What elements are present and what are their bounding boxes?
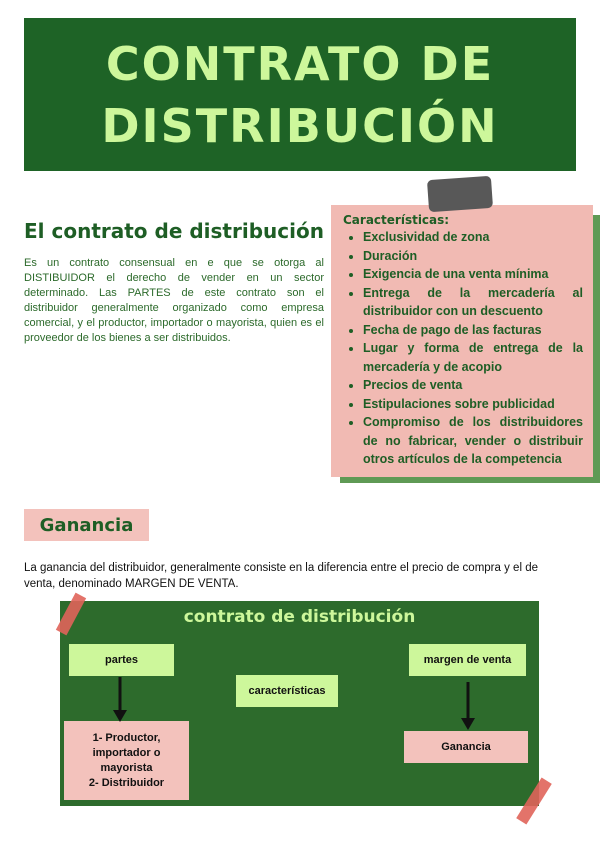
parties-line: 2- Distribuidor [88,776,165,789]
parties-line: importador o [92,746,161,759]
list-item: • Precios de venta [363,376,583,395]
list-item: • Exigencia de una venta mínima [363,265,583,284]
list-item: • Entrega de la mercadería al distribuidor con un descuento [363,284,583,321]
list-item: • Exclusividad de zona [363,228,583,247]
ganancia-paragraph: La ganancia del distribuidor, generalmente consiste en la diferencia entre el precio de compra y el de venta, denominado MARGEN DE VENTA. [24,562,538,590]
parties-line: mayorista [100,761,153,774]
page-title-line2: DISTRIBUCIÓN [101,98,499,153]
list-item: • Compromiso de los distribuidores de no fabricar, vender o distribuir otros artículos de la competencia [363,413,583,469]
arrow-down-icon [461,682,475,730]
list-item: • Lugar y forma de entrega de la mercadería y de acopio [363,339,583,376]
page-title-line1: CONTRATO DE [105,36,495,91]
ganancia-label-text: Ganancia [39,514,134,536]
list-item: • Fecha de pago de las facturas [363,321,583,340]
parties-line: 1- Productor, [92,731,161,744]
partes-box: partes [69,644,174,676]
section-heading: El contrato de distribución [24,219,324,243]
ganancia-box: Ganancia [404,731,528,763]
characteristics-title: Características: [343,213,450,227]
arrow-down-icon [113,677,127,722]
section-paragraph: Es un contrato consensual en e que se otorga al DISTIBUIDOR el derecho de vender en un sector determinado. Las PARTES de este contrato son el distribuidor generalmente organizado como empresa comercial, y el productor, importador o mayorista, quien es el proveedor de los bienes a ser distribuidos. [24,257,324,344]
margen-box: margen de venta [409,644,526,676]
diagram-title: contrato de distribución [183,607,416,627]
caracteristicas-box: características [236,675,338,707]
list-item: • Duración [363,247,583,266]
list-item: • Estipulaciones sobre publicidad [363,395,583,414]
